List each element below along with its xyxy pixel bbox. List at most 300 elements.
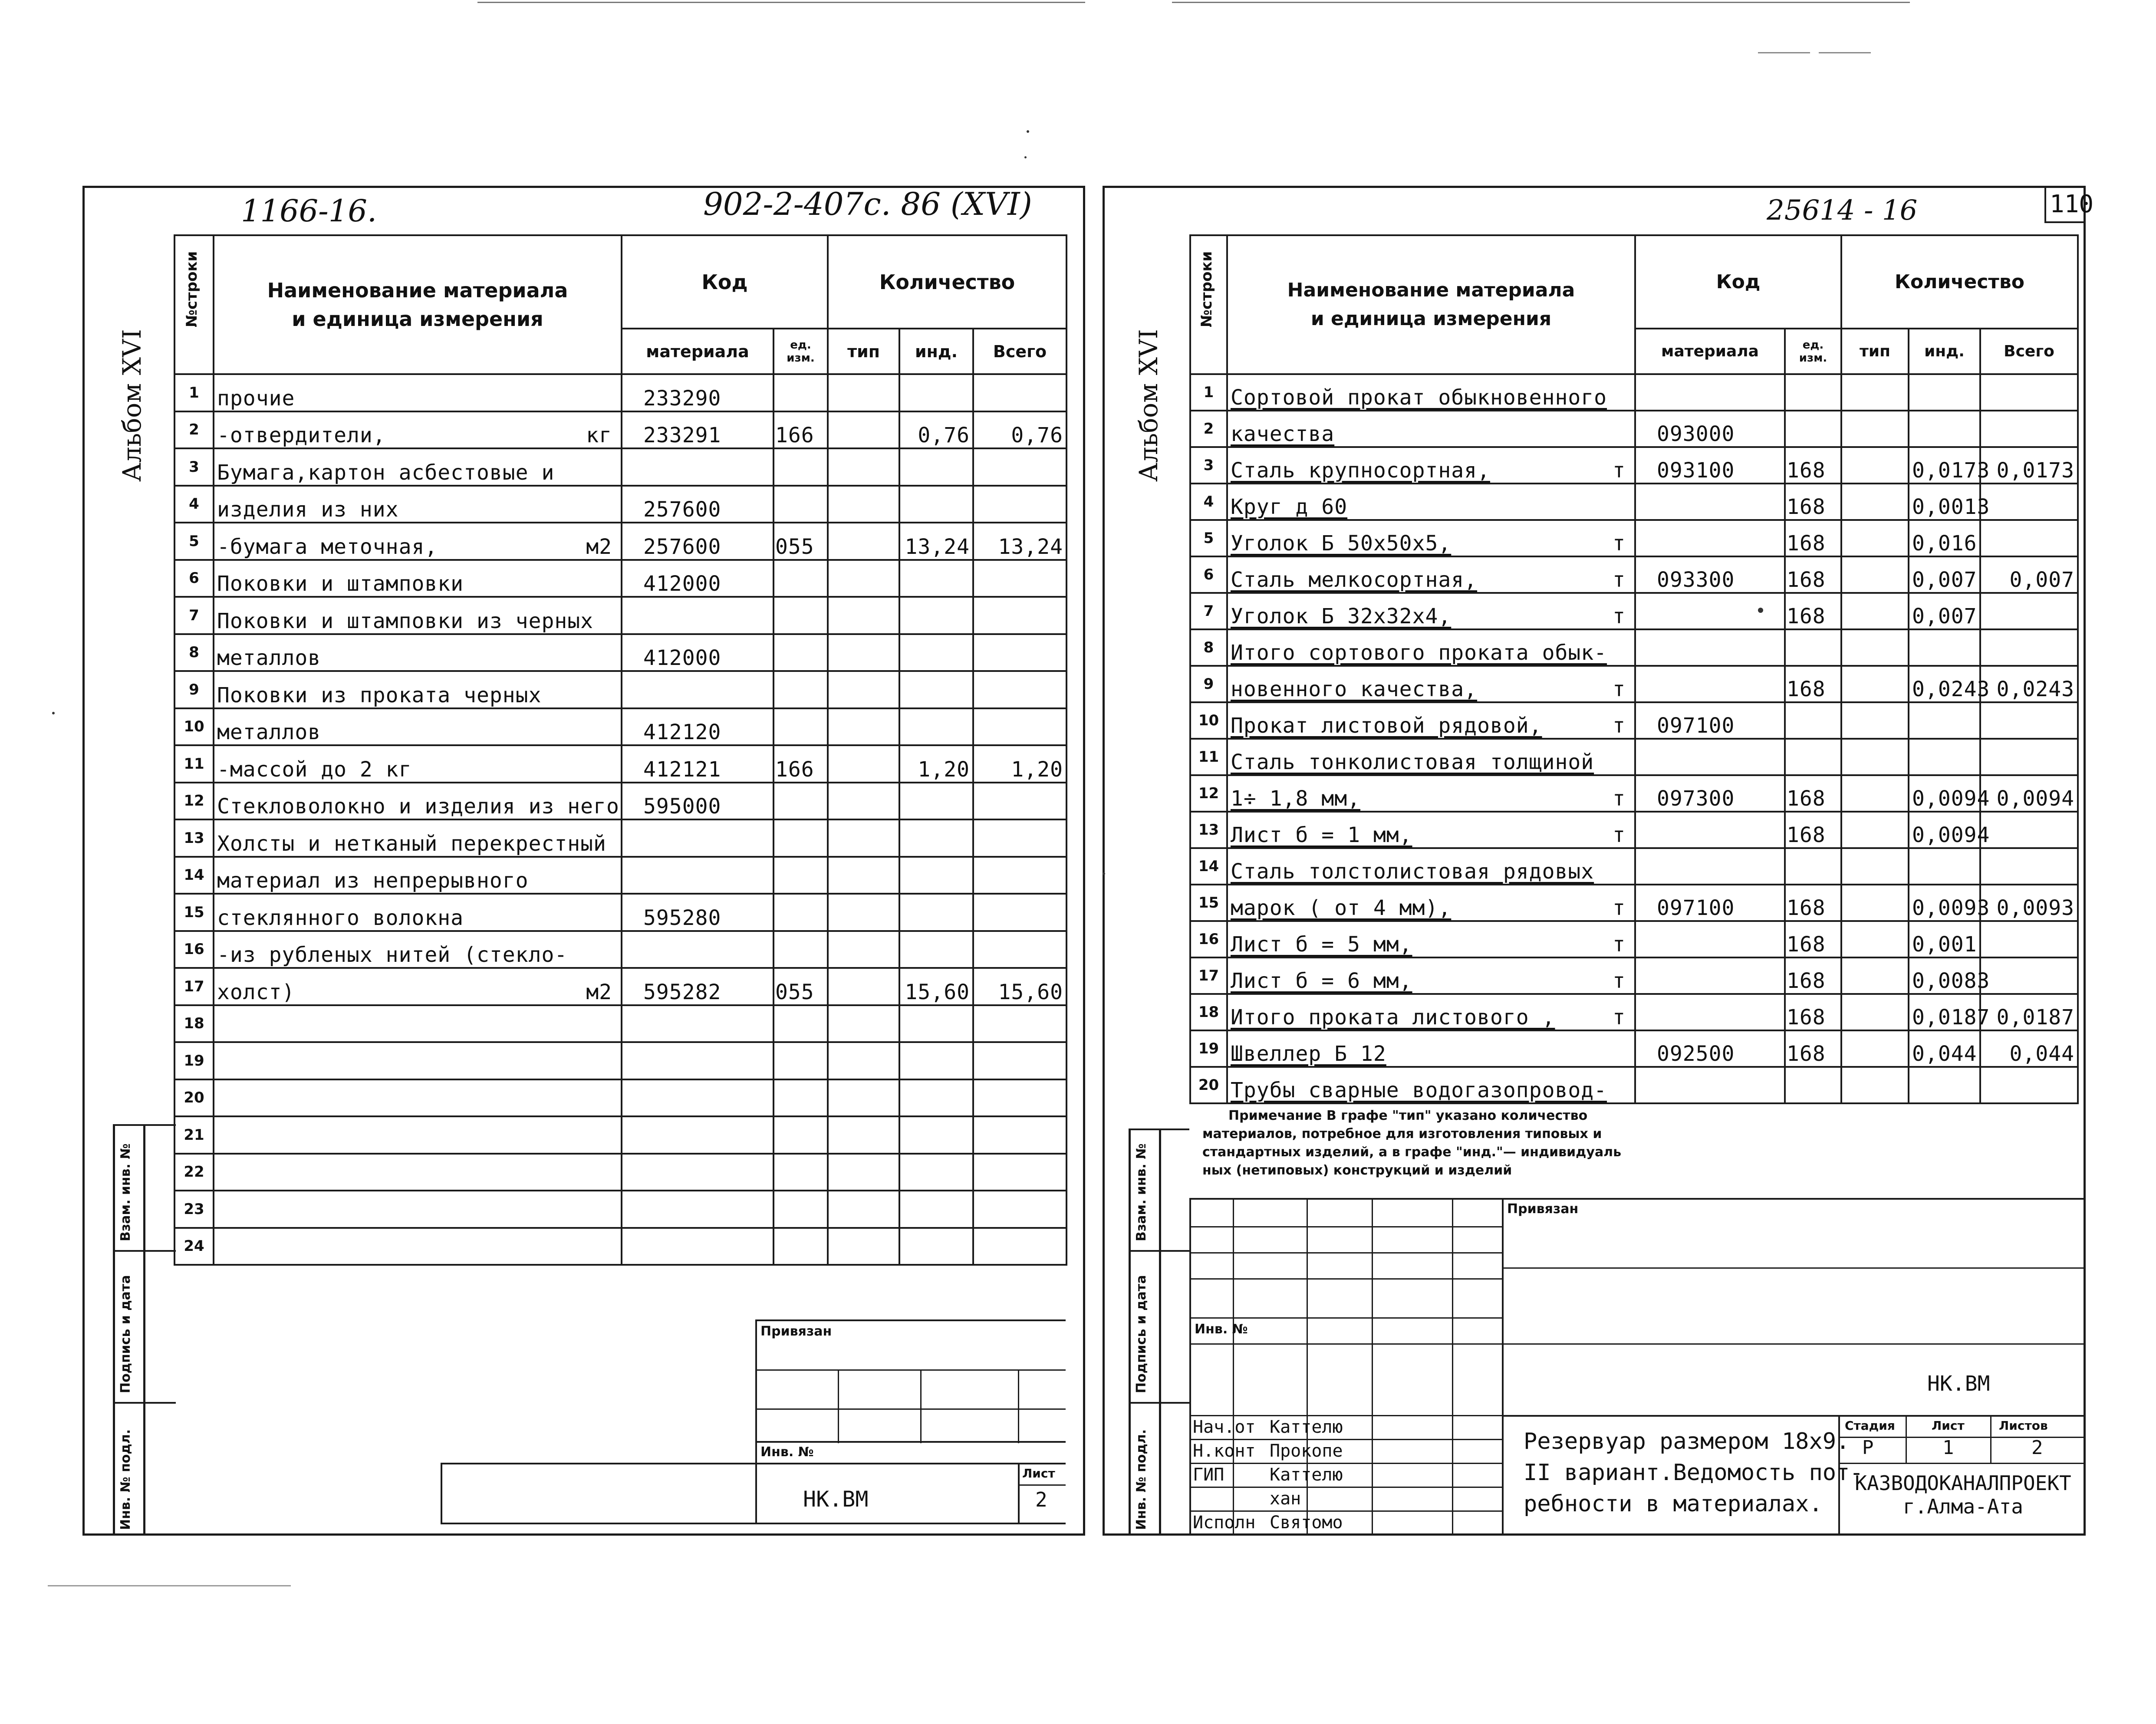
material-name [1227, 885, 1635, 921]
material-name-text: Итого проката листового , [1231, 1005, 1555, 1030]
col-header-total: Всего [1980, 329, 2078, 374]
row-number: 18 [1190, 994, 1227, 1030]
qty-individual [899, 819, 973, 857]
qty-total [973, 1042, 1066, 1079]
material-code [1635, 848, 1785, 885]
qty-total: 0,76 [973, 411, 1066, 449]
qty-individual [899, 783, 973, 820]
qty-type [828, 1042, 899, 1079]
qty-total [973, 597, 1066, 634]
material-code [622, 931, 774, 968]
material-code: 412120 [622, 708, 774, 746]
material-code [1635, 921, 1785, 957]
table-row [174, 1228, 1066, 1265]
material-name [1227, 1067, 1635, 1103]
qty-individual [899, 708, 973, 746]
qty-total [1980, 520, 2078, 556]
qty-total [973, 783, 1066, 820]
material-name [1227, 447, 1635, 484]
qty-type [828, 931, 899, 968]
qty-individual [899, 671, 973, 708]
material-name [214, 745, 622, 783]
qty-total [973, 634, 1066, 671]
material-unit: т [1613, 823, 1626, 847]
row-number: 20 [1190, 1067, 1227, 1103]
qty-total [1980, 593, 2078, 629]
row-number: 9 [1190, 666, 1227, 702]
qty-individual [899, 597, 973, 634]
qty-type [828, 1116, 899, 1154]
qty-type [1841, 994, 1909, 1030]
material-name-text: металлов [217, 720, 321, 744]
material-name [1227, 957, 1635, 994]
unit-code [774, 1042, 828, 1079]
qty-individual [899, 1154, 973, 1191]
material-name-text: -из рубленых нитей (стекло- [217, 943, 568, 967]
row-number: 22 [174, 1154, 214, 1191]
material-code [1635, 739, 1785, 775]
material-name-text: Сортовой прокат обыкновенного [1231, 385, 1607, 410]
material-name [214, 634, 622, 671]
material-name-text: Поковки и штамповки [217, 572, 464, 596]
scan-speck [1024, 156, 1027, 158]
material-code: 595000 [622, 783, 774, 820]
qty-individual: 0,0094 [1909, 812, 1980, 848]
material-name [214, 671, 622, 708]
table-row [174, 745, 1066, 783]
material-code [1635, 666, 1785, 702]
stamp-privyazan-left: Привязан [760, 1324, 832, 1339]
qty-type [1841, 556, 1909, 593]
row-number: 13 [174, 819, 214, 857]
side-label-podpis-right: Подпись и дата [1134, 1275, 1149, 1393]
material-name-text: прочие [217, 386, 295, 411]
row-number: 6 [1190, 556, 1227, 593]
unit-code: 168 [1785, 1030, 1841, 1067]
material-name-text: Лист б = 5 мм, [1231, 932, 1412, 957]
org-name-line-2: г.Алма-Ата [1903, 1495, 2023, 1518]
row-number: 10 [1190, 702, 1227, 739]
doc-title-line-1: Резервуар размером 18х9. [1524, 1428, 1850, 1454]
material-code: 233290 [622, 374, 774, 411]
col-header-qty: Количество [1841, 235, 2078, 329]
row-number: 1 [1190, 374, 1227, 411]
qty-total [1980, 812, 2078, 848]
side-label-inv-left: Инв. № подл. [118, 1429, 133, 1530]
qty-type [828, 597, 899, 634]
table-row [174, 968, 1066, 1005]
qty-type [828, 1191, 899, 1228]
unit-code [1785, 411, 1841, 447]
qty-total [1980, 1067, 2078, 1103]
material-code [622, 1042, 774, 1079]
unit-code [1785, 702, 1841, 739]
unit-code: 168 [1785, 520, 1841, 556]
material-name-text: Холсты и нетканый перекрестный [217, 831, 606, 856]
qty-total [973, 374, 1066, 411]
qty-individual: 0,0187 [1909, 994, 1980, 1030]
material-name [214, 1116, 622, 1154]
row-number: 2 [1190, 411, 1227, 447]
table-row [174, 671, 1066, 708]
signer-name: хан [1270, 1489, 1301, 1509]
material-name-text: Швеллер Б 12 [1231, 1042, 1386, 1066]
qty-type [828, 1079, 899, 1117]
material-unit: кг [586, 423, 612, 447]
material-code: 595280 [622, 894, 774, 931]
doc-title-line-3: ребности в материалах. [1524, 1491, 1823, 1517]
qty-total: 0,0187 [1980, 994, 2078, 1030]
unit-code: 166 [774, 745, 828, 783]
material-name [214, 708, 622, 746]
qty-type [1841, 739, 1909, 775]
material-unit: т [1613, 531, 1626, 556]
stamp-code-left: НК.ВМ [803, 1487, 869, 1512]
unit-code: 055 [774, 968, 828, 1005]
unit-code [1785, 848, 1841, 885]
qty-type [1841, 666, 1909, 702]
table-row [1190, 812, 2078, 848]
col-header-name: Наименование материала и единица измерения [214, 235, 622, 374]
table-row [1190, 848, 2078, 885]
stamp-code-right: НК.ВМ [1927, 1372, 1990, 1396]
material-code: 093000 [1635, 411, 1785, 447]
material-code [622, 597, 774, 634]
stamp-privyazan-right: Привязан [1507, 1201, 1579, 1217]
scan-stroke [1758, 52, 1810, 53]
unit-code: 168 [1785, 957, 1841, 994]
unit-code: 168 [1785, 994, 1841, 1030]
sheet-label-right: Лист [1932, 1418, 1965, 1433]
material-name [214, 411, 622, 449]
material-name [1227, 1030, 1635, 1067]
unit-code: 168 [1785, 885, 1841, 921]
unit-code [774, 1116, 828, 1154]
row-number: 17 [174, 968, 214, 1005]
qty-type [1841, 1067, 1909, 1103]
qty-total [973, 671, 1066, 708]
material-unit: т [1613, 604, 1626, 628]
col-header-ind: инд. [899, 329, 973, 374]
unit-code [774, 1154, 828, 1191]
material-code: 257600 [622, 523, 774, 560]
table-row [1190, 1067, 2078, 1103]
qty-type [1841, 885, 1909, 921]
signer-name: Каттелю [1270, 1417, 1343, 1437]
table-row [174, 411, 1066, 449]
material-code: 595282 [622, 968, 774, 1005]
row-number: 9 [174, 671, 214, 708]
qty-individual: 0,76 [899, 411, 973, 449]
stamp-inv-right: Инв. № [1195, 1322, 1248, 1337]
row-number: 3 [174, 448, 214, 486]
material-name [1227, 812, 1635, 848]
project-code-left: 902-2-407с. 86 (XVI) [703, 186, 1032, 222]
material-name-text: -массой до 2 кг [217, 757, 412, 782]
unit-code [774, 1005, 828, 1043]
row-number: 21 [174, 1116, 214, 1154]
qty-individual: 0,0083 [1909, 957, 1980, 994]
material-code [1635, 994, 1785, 1030]
unit-code: 166 [774, 411, 828, 449]
material-name-text: Поковки из проката черных [217, 683, 542, 707]
row-number: 5 [1190, 520, 1227, 556]
side-label-podpis-left: Подпись и дата [118, 1275, 133, 1393]
material-name [214, 374, 622, 411]
qty-total [973, 894, 1066, 931]
stamp-sheet-left: 2 [1035, 1488, 1047, 1511]
material-name-text: марок ( от 4 мм), [1231, 896, 1452, 920]
scan-speck [1027, 130, 1029, 133]
unit-code [774, 1079, 828, 1117]
qty-type [828, 819, 899, 857]
table-row [174, 931, 1066, 968]
col-header-total: Всего [973, 329, 1066, 374]
materials-table-left [174, 234, 1067, 1266]
side-label-vzam-left: Взам. инв. № [118, 1143, 133, 1241]
table-row [1190, 447, 2078, 484]
qty-individual [899, 1005, 973, 1043]
page-number-right: 110 [2050, 190, 2094, 218]
row-number: 6 [174, 560, 214, 597]
signer-name: Прокопе [1270, 1441, 1343, 1461]
material-code [622, 1154, 774, 1191]
signer-role: Н.конт [1193, 1441, 1256, 1461]
org-name-line-1: КАЗВОДОКАНАЛПРОЕКТ [1855, 1471, 2071, 1495]
signer-role: ГИП [1193, 1465, 1224, 1485]
sheet-value-right: 1 [1942, 1437, 1954, 1459]
qty-type [828, 857, 899, 894]
material-name-text: -отвердители, [217, 423, 386, 447]
table-row [1190, 921, 2078, 957]
album-label-left: Альбом XVI [117, 329, 147, 482]
qty-total: 0,044 [1980, 1030, 2078, 1067]
qty-total [973, 448, 1066, 486]
material-name [214, 560, 622, 597]
material-name [1227, 921, 1635, 957]
material-name-text: Итого сортового проката обык- [1231, 641, 1607, 665]
unit-code [774, 671, 828, 708]
unit-code [774, 486, 828, 523]
row-number: 8 [174, 634, 214, 671]
qty-type [1841, 520, 1909, 556]
qty-type [1841, 447, 1909, 484]
table-row [174, 857, 1066, 894]
material-name [1227, 593, 1635, 629]
qty-type [828, 560, 899, 597]
signer-role: Исполн [1193, 1513, 1256, 1533]
qty-individual: 15,60 [899, 968, 973, 1005]
qty-total [1980, 739, 2078, 775]
row-number: 10 [174, 708, 214, 746]
table-row [174, 894, 1066, 931]
unit-code: 168 [1785, 812, 1841, 848]
material-name-text: Лист б = 1 мм, [1231, 823, 1412, 847]
material-name [214, 1154, 622, 1191]
qty-total: 1,20 [973, 745, 1066, 783]
table-row [1190, 556, 2078, 593]
material-name [214, 1079, 622, 1117]
qty-total [973, 1228, 1066, 1265]
qty-total: 13,24 [973, 523, 1066, 560]
col-header-name: Наименование материала и единица измерения [1227, 235, 1635, 374]
qty-individual [899, 1079, 973, 1117]
table-row [1190, 1030, 2078, 1067]
material-unit: т [1613, 896, 1626, 920]
qty-individual: 13,24 [899, 523, 973, 560]
qty-individual: 0,0243 [1909, 666, 1980, 702]
table-row [1190, 994, 2078, 1030]
unit-code [1785, 629, 1841, 666]
unit-code [774, 931, 828, 968]
table-row [174, 783, 1066, 820]
table-row [1190, 374, 2078, 411]
qty-type [828, 1228, 899, 1265]
table-row [1190, 484, 2078, 520]
qty-type [828, 671, 899, 708]
qty-total [1980, 702, 2078, 739]
col-header-code-mat: материала [1635, 329, 1785, 374]
material-unit: т [1613, 786, 1626, 811]
qty-total [973, 708, 1066, 746]
material-code: 097100 [1635, 885, 1785, 921]
material-name [214, 1228, 622, 1265]
unit-code: 168 [1785, 447, 1841, 484]
qty-individual [899, 1228, 973, 1265]
unit-code [1785, 739, 1841, 775]
table-row [174, 1042, 1066, 1079]
side-label-inv-right: Инв. № подл. [1134, 1429, 1149, 1530]
material-name [1227, 994, 1635, 1030]
row-number: 16 [174, 931, 214, 968]
unit-code [774, 819, 828, 857]
material-name-text: новенного качества, [1231, 677, 1478, 701]
table-row [174, 523, 1066, 560]
qty-type [828, 894, 899, 931]
qty-total: 0,0094 [1980, 775, 2078, 812]
material-unit: т [1613, 677, 1626, 701]
qty-individual [1909, 739, 1980, 775]
material-name [214, 1191, 622, 1228]
row-number: 20 [174, 1079, 214, 1117]
org-name [1845, 1471, 2081, 1518]
scan-speck [1758, 608, 1763, 613]
material-name [1227, 702, 1635, 739]
row-number: 1 [174, 374, 214, 411]
material-code [1635, 374, 1785, 411]
col-header-code-unit: ед. изм. [1785, 329, 1841, 374]
material-name [214, 486, 622, 523]
qty-type [828, 745, 899, 783]
row-number: 7 [1190, 593, 1227, 629]
qty-type [1841, 629, 1909, 666]
table-row [1190, 411, 2078, 447]
qty-individual: 0,0093 [1909, 885, 1980, 921]
note-block [1202, 1107, 1621, 1180]
qty-total [973, 486, 1066, 523]
material-code [1635, 520, 1785, 556]
table-row [1190, 739, 2078, 775]
material-name [214, 1042, 622, 1079]
qty-individual [899, 1191, 973, 1228]
scan-stroke [1172, 2, 1910, 3]
unit-code [774, 597, 828, 634]
material-unit: т [1613, 714, 1626, 738]
material-name [214, 894, 622, 931]
table-row [174, 634, 1066, 671]
unit-code [774, 857, 828, 894]
album-label-right: Альбом XVI [1134, 329, 1163, 482]
material-name-text: Сталь мелкосортная, [1231, 568, 1478, 592]
material-code: 097100 [1635, 702, 1785, 739]
table-row [1190, 593, 2078, 629]
table-row [174, 1005, 1066, 1043]
material-unit: т [1613, 1005, 1626, 1030]
qty-individual: 0,007 [1909, 556, 1980, 593]
qty-individual: 0,001 [1909, 921, 1980, 957]
table-row [174, 708, 1066, 746]
material-name [1227, 374, 1635, 411]
qty-type [828, 411, 899, 449]
side-label-vzam-right: Взам. инв. № [1134, 1143, 1149, 1241]
material-unit: м2 [586, 980, 612, 1004]
row-number: 3 [1190, 447, 1227, 484]
table-row [1190, 885, 2078, 921]
table-row [174, 374, 1066, 411]
col-header-rowno: №строки [174, 235, 214, 374]
qty-individual [1909, 1067, 1980, 1103]
row-number: 7 [174, 597, 214, 634]
material-code [622, 857, 774, 894]
qty-type [1841, 702, 1909, 739]
qty-total [973, 1005, 1066, 1043]
material-unit: т [1613, 932, 1626, 957]
note-line-4: ных (нетиповых) конструкций и изделий [1202, 1163, 1512, 1178]
table-row [174, 486, 1066, 523]
qty-type [828, 523, 899, 560]
material-name [1227, 484, 1635, 520]
qty-total [1980, 484, 2078, 520]
col-header-code-unit: ед. изм. [774, 329, 828, 374]
qty-type [828, 448, 899, 486]
material-unit: т [1613, 969, 1626, 993]
row-number: 23 [174, 1191, 214, 1228]
row-number: 19 [1190, 1030, 1227, 1067]
qty-total [973, 819, 1066, 857]
qty-type [828, 968, 899, 1005]
col-header-code-mat: материала [622, 329, 774, 374]
qty-type [1841, 775, 1909, 812]
row-number: 11 [174, 745, 214, 783]
unit-code: 168 [1785, 484, 1841, 520]
qty-total [973, 931, 1066, 968]
material-code: 092500 [1635, 1030, 1785, 1067]
row-number: 12 [1190, 775, 1227, 812]
table-row [174, 597, 1066, 634]
qty-individual [899, 374, 973, 411]
material-name-text: металлов [217, 646, 321, 670]
material-code [1635, 812, 1785, 848]
unit-code [1785, 1067, 1841, 1103]
qty-individual: 1,20 [899, 745, 973, 783]
unit-code: 168 [1785, 666, 1841, 702]
row-number: 14 [1190, 848, 1227, 885]
unit-code: 168 [1785, 593, 1841, 629]
qty-individual: 0,016 [1909, 520, 1980, 556]
qty-total [973, 1079, 1066, 1117]
scan-stroke [477, 2, 1085, 3]
material-code: 093300 [1635, 556, 1785, 593]
